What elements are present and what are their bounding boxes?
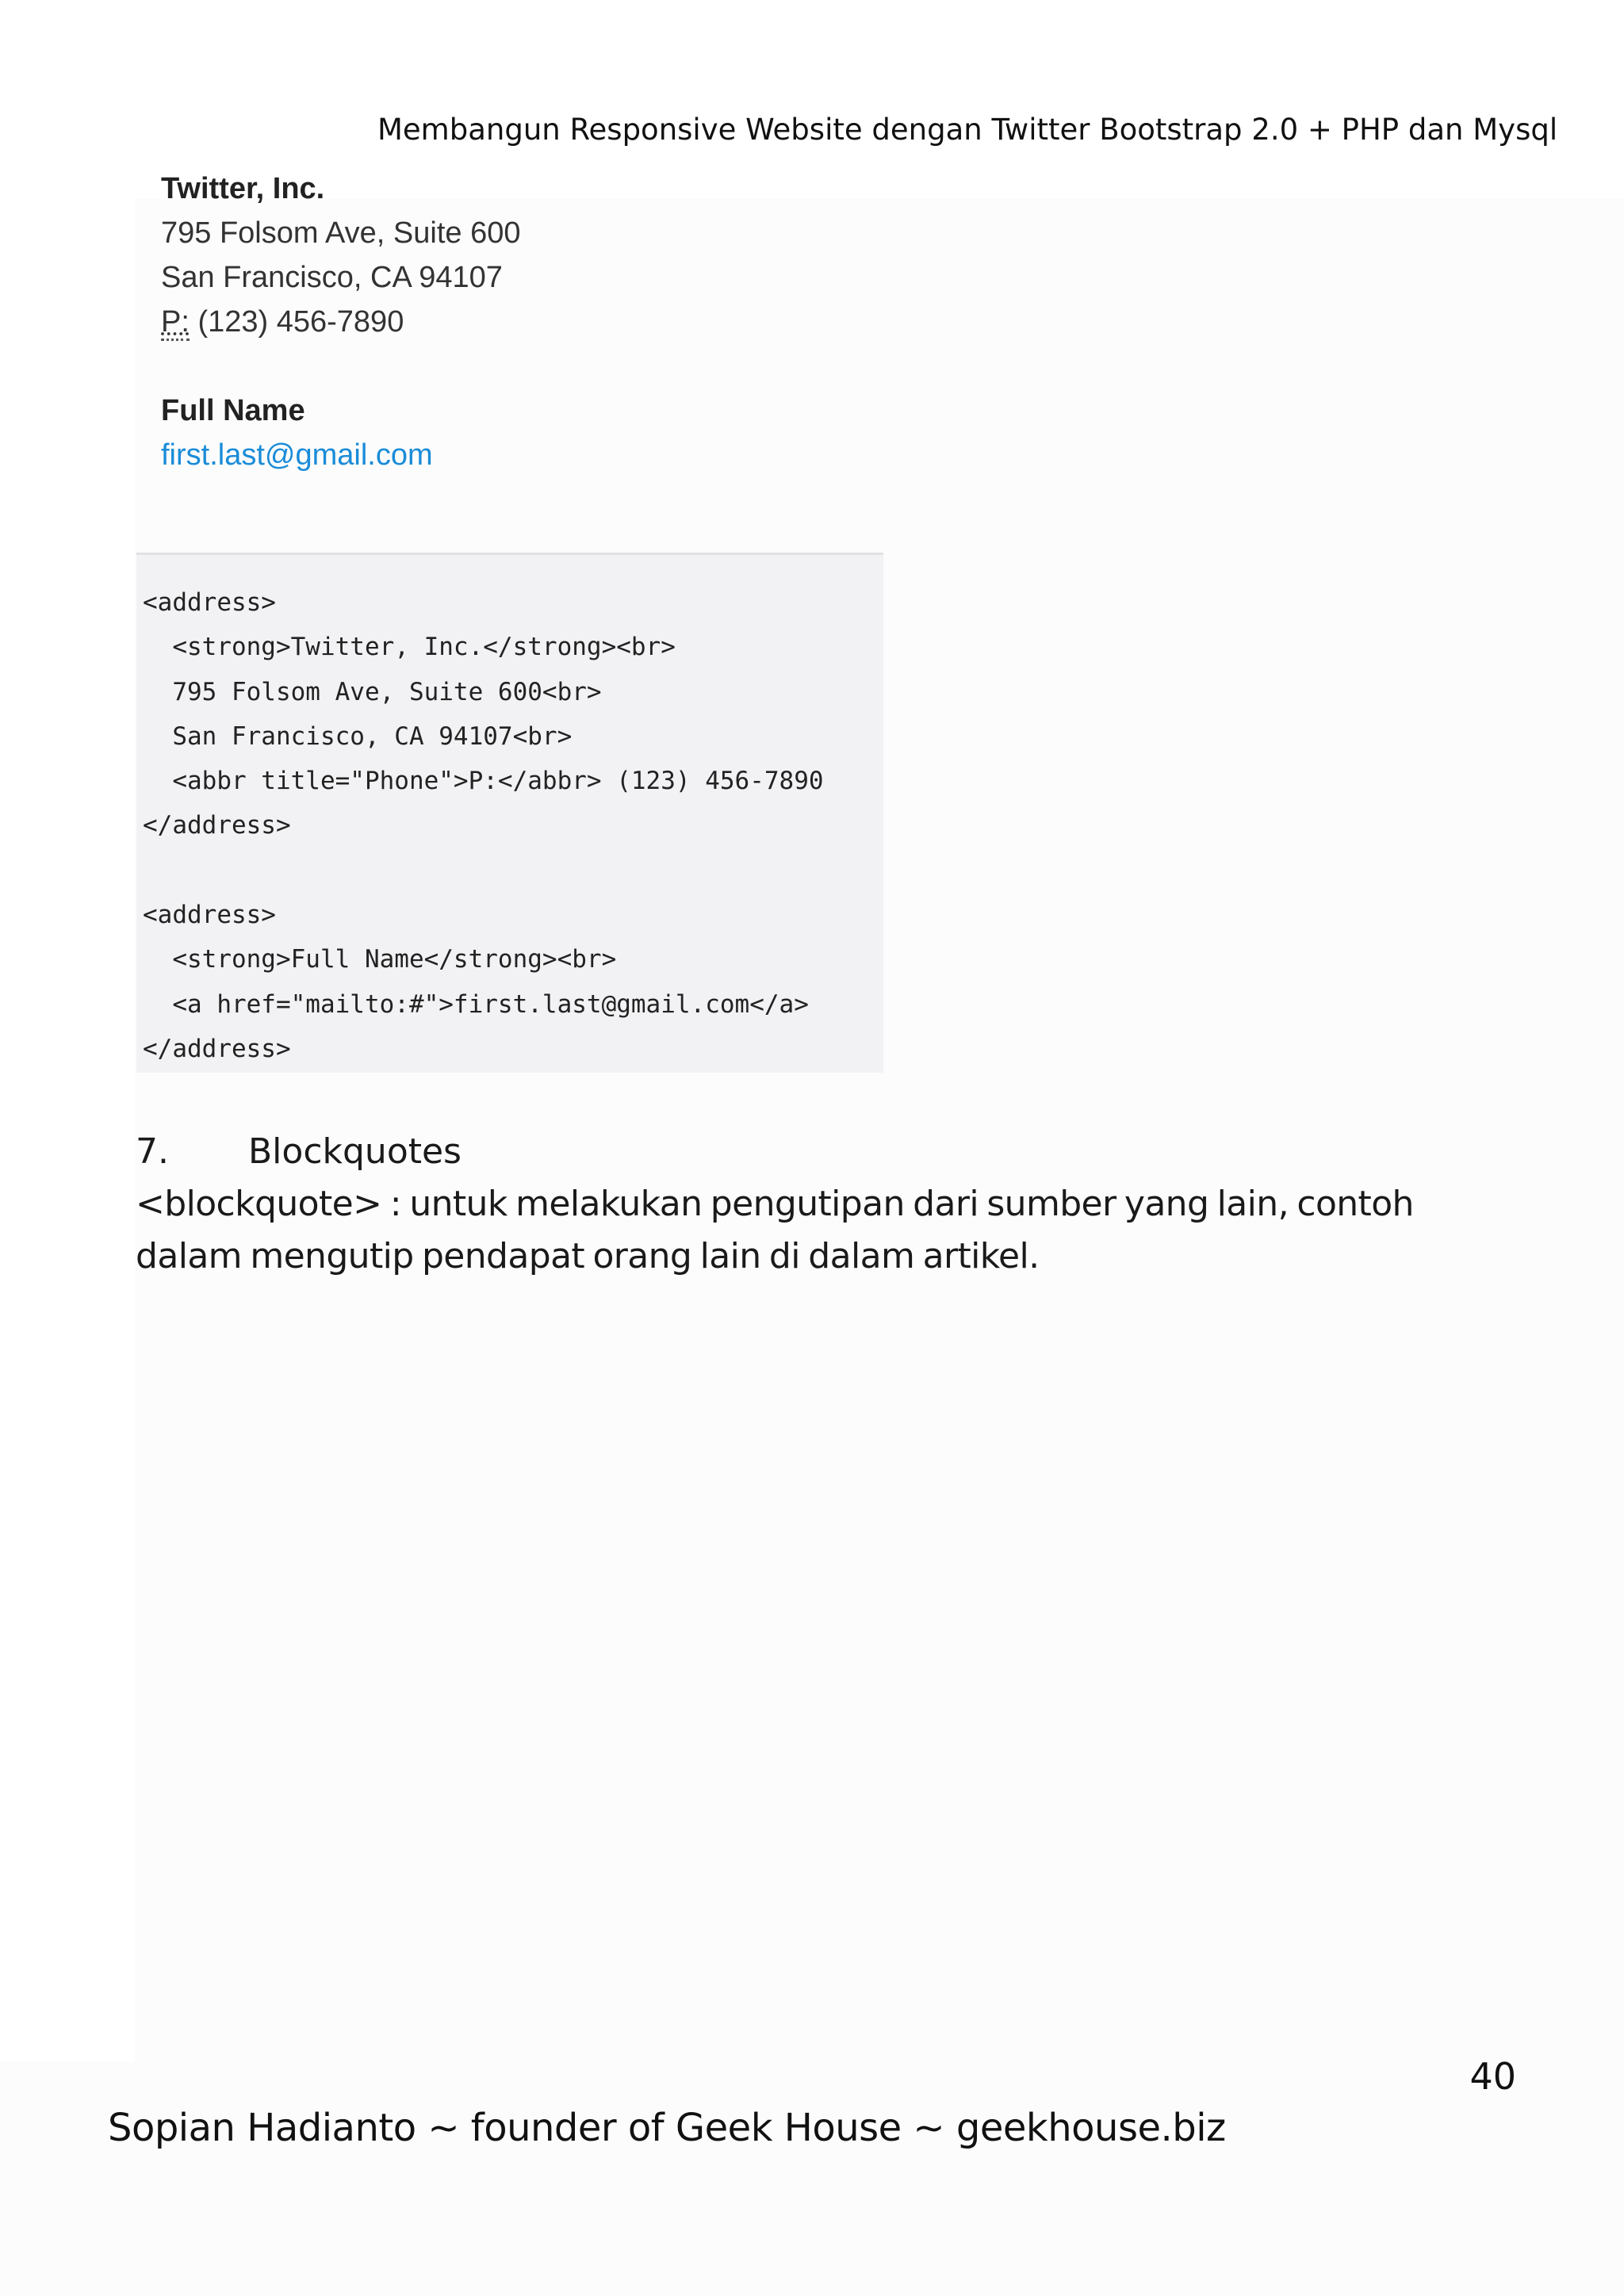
- company-street: 795 Folsom Ave, Suite 600: [161, 216, 521, 250]
- phone-abbr[interactable]: P:: [161, 305, 190, 341]
- code-line: San Francisco, CA 94107<br>: [143, 721, 573, 751]
- page-background-bottom: [0, 2061, 1624, 2296]
- code-line: 795 Folsom Ave, Suite 600<br>: [143, 677, 602, 706]
- company-name: Twitter, Inc.: [161, 172, 325, 205]
- person-name: Full Name: [161, 394, 305, 427]
- code-line: <strong>Twitter, Inc.</strong><br>: [143, 633, 676, 662]
- code-line: <address>: [143, 588, 276, 617]
- page-footer: Sopian Hadianto ~ founder of Geek House ~ geekhouse.biz: [108, 2106, 1226, 2150]
- code-example-text: [143, 580, 883, 1071]
- running-header: Membangun Responsive Website dengan Twitter Bootstrap 2.0 + PHP dan Mysql: [377, 113, 1558, 147]
- code-example-block: [136, 553, 883, 1073]
- person-address: [161, 388, 520, 477]
- company-phone-line: [161, 300, 520, 344]
- code-line: <abbr title="Phone">P:</abbr> (123) 456-7890: [143, 767, 824, 796]
- section-title: Blockquotes: [248, 1131, 462, 1172]
- code-line: <address>: [143, 901, 276, 930]
- email-link[interactable]: first.last@gmail.com: [161, 438, 433, 472]
- page-number: 40: [1469, 2055, 1516, 2098]
- company-address: [161, 166, 520, 344]
- section-description: <blockquote> : untuk melakukan pengutipan dari sumber yang lain, contoh dalam mengutip pendapat orang lain di dalam artikel.: [136, 1184, 1414, 1276]
- section-number: 7.: [136, 1131, 169, 1172]
- company-city: San Francisco, CA 94107: [161, 261, 503, 294]
- company-phone: (123) 456-7890: [197, 305, 404, 339]
- code-line: </address>: [143, 811, 291, 840]
- code-line: <a href="mailto:#">first.last@gmail.com</a>: [143, 989, 809, 1019]
- code-line: <strong>Full Name</strong><br>: [143, 945, 617, 974]
- address-example-render: [161, 166, 520, 477]
- section-heading: [136, 1126, 462, 1178]
- code-line: </address>: [143, 1034, 291, 1063]
